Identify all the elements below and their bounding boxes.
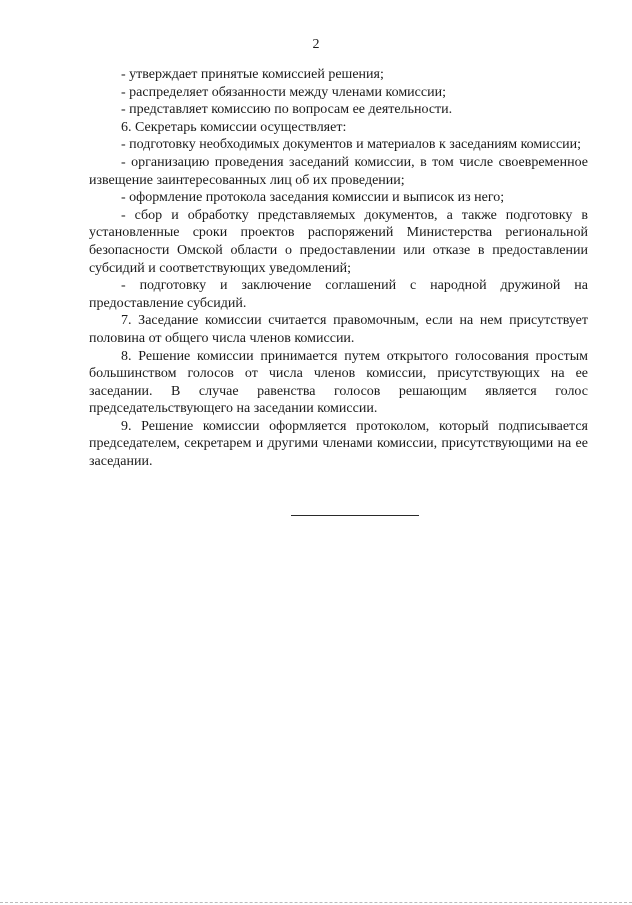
paragraph: 7. Заседание комиссии считается правомочным, если на нем присутствует половина от общего числа членов комиссии. [89,313,588,346]
paragraph: - организацию проведения заседаний комиссии, в том числе своевременное извещение заинтересованных лиц об их проведении; [89,154,588,188]
paragraph: - утверждает принятые комиссией решения; [121,67,384,82]
page-number: 2 [312,37,320,52]
paragraph: 8. Решение комиссии принимается путем открытого голосования простым большинством голосов от числа членов комиссии, присутствующих на ее заседании. В случае равенства голосов решающим является голос председательствующего на заседании комиссии. [89,348,588,417]
paragraph: - подготовку и заключение соглашений с народной дружиной на предоставление субсидий. [89,278,588,311]
end-separator-line [291,515,419,516]
paragraph: - оформление протокола заседания комиссии и выписок из него; [121,190,505,206]
page-bottom-edge [0,902,632,903]
paragraph: 9. Решение комиссии оформляется протоколом, который подписывается председателем, секретарем и другими членами комиссии, присутствующими на ее заседании. [89,418,588,470]
paragraph: - сбор и обработку представляемых документов, а также подготовку в установленные сроки проектов распоряжений Министерства региональной безопасности Омской области о предоставлении или отказе в предоставлении субсидий и соответствующих уведомлений; [89,207,588,276]
paragraph: 6. Секретарь комиссии осуществляет: [121,119,347,135]
paragraph: - подготовку необходимых документов и материалов к заседаниям комиссии; [121,137,582,153]
paragraph: - представляет комиссию по вопросам ее деятельности. [121,102,453,118]
document-body [89,66,588,471]
paragraph: - распределяет обязанности между членами комиссии; [121,84,446,100]
